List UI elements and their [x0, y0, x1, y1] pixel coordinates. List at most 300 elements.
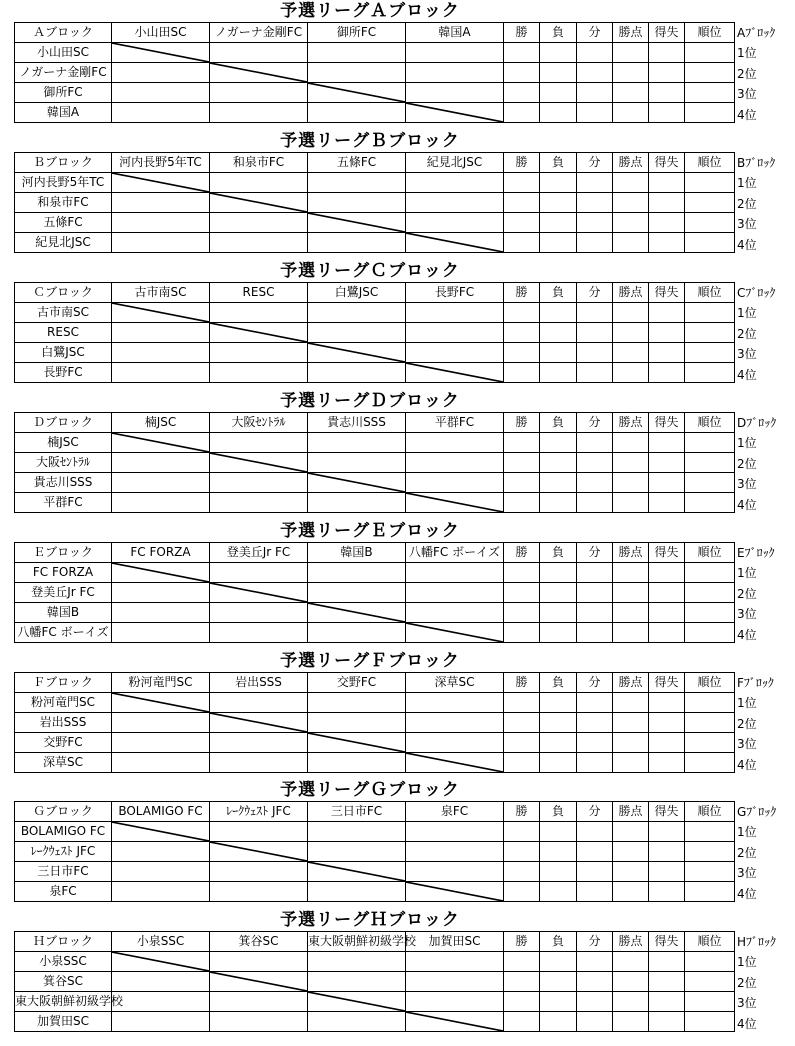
stat-cell: [540, 323, 577, 343]
team-row-name: 貴志川SSS: [15, 473, 112, 493]
team-row: [15, 63, 735, 83]
rank-label: 1位: [737, 306, 757, 321]
stat-cell: [577, 173, 613, 193]
stat-cell: [649, 882, 685, 902]
rank-label: 4位: [737, 757, 757, 772]
stat-cell: [685, 323, 735, 343]
stat-cell: [577, 83, 613, 103]
stat-cell: [540, 453, 577, 473]
self-match-cell: [406, 882, 504, 902]
team-column-header: 泉FC: [406, 802, 504, 822]
team-row-name: FC FORZA: [15, 563, 112, 583]
stat-cell: [685, 83, 735, 103]
team-row: [15, 603, 735, 623]
stat-cell: [685, 842, 735, 862]
stat-column-header: 負: [540, 673, 577, 693]
stat-cell: [504, 193, 540, 213]
team-row: [15, 1012, 735, 1032]
self-match-cell: [406, 493, 504, 513]
stat-column-header: 勝点: [613, 932, 649, 952]
match-result-cell: [406, 992, 504, 1012]
stat-column-header: 得失: [649, 23, 685, 43]
match-result-cell: [308, 43, 406, 63]
match-result-cell: [308, 583, 406, 603]
stat-cell: [685, 453, 735, 473]
match-result-cell: [406, 693, 504, 713]
stat-cell: [685, 623, 735, 643]
stat-column-header: 順位: [685, 153, 735, 173]
match-result-cell: [210, 473, 308, 493]
header-row: [15, 543, 735, 563]
match-result-cell: [406, 733, 504, 753]
stat-cell: [540, 363, 577, 383]
team-column-header: 加賀田SC: [406, 932, 504, 952]
rank-label: 3位: [737, 737, 757, 752]
team-column-header: ノガーナ金剛FC: [210, 23, 308, 43]
stat-column-header: 得失: [649, 932, 685, 952]
stat-cell: [685, 992, 735, 1012]
match-result-cell: [406, 343, 504, 363]
stat-cell: [613, 713, 649, 733]
match-result-cell: [308, 1012, 406, 1032]
rank-block-header: Eﾌﾞﾛｯｸ: [737, 546, 775, 560]
league-table: [14, 542, 735, 643]
stat-cell: [504, 992, 540, 1012]
team-column-header: 八幡FC ボーイズ: [406, 543, 504, 563]
stat-cell: [504, 733, 540, 753]
team-row-name: 粉河竜門SC: [15, 693, 112, 713]
stat-cell: [577, 363, 613, 383]
match-result-cell: [112, 453, 210, 473]
match-result-cell: [308, 303, 406, 323]
team-column-header: 粉河竜門SC: [112, 673, 210, 693]
block-title: 予選リーグＤブロック: [280, 391, 460, 411]
stat-cell: [649, 1012, 685, 1032]
stat-column-header: 勝点: [613, 802, 649, 822]
match-result-cell: [210, 822, 308, 842]
self-match-cell: [210, 842, 308, 862]
self-match-cell: [308, 473, 406, 493]
team-column-header: 岩出SSS: [210, 673, 308, 693]
stat-cell: [613, 623, 649, 643]
block-title: 予選リーグＦブロック: [280, 651, 460, 671]
team-row-name: 登美丘Jr FC: [15, 583, 112, 603]
team-column-header: 五條FC: [308, 153, 406, 173]
team-row: [15, 693, 735, 713]
stat-cell: [685, 213, 735, 233]
team-column-header: 長野FC: [406, 283, 504, 303]
stat-cell: [504, 583, 540, 603]
team-row: [15, 233, 735, 253]
match-result-cell: [406, 63, 504, 83]
stat-cell: [649, 972, 685, 992]
team-row-name: 三日市FC: [15, 862, 112, 882]
self-match-cell: [210, 63, 308, 83]
self-match-cell: [112, 952, 210, 972]
team-row-name: 小泉SSC: [15, 952, 112, 972]
stat-column-header: 負: [540, 283, 577, 303]
header-row: [15, 802, 735, 822]
block-d: [0, 390, 795, 521]
header-row: [15, 673, 735, 693]
rank-label: 4位: [737, 1016, 757, 1031]
stat-cell: [685, 952, 735, 972]
team-row: [15, 862, 735, 882]
stat-cell: [577, 753, 613, 773]
rank-label: 4位: [737, 237, 757, 252]
team-row: [15, 882, 735, 902]
stat-column-header: 順位: [685, 283, 735, 303]
team-row: [15, 193, 735, 213]
stat-column-header: 分: [577, 673, 613, 693]
self-match-cell: [406, 1012, 504, 1032]
stat-cell: [685, 733, 735, 753]
match-result-cell: [112, 213, 210, 233]
block-header-cell: Ｆブロック: [15, 673, 112, 693]
stat-cell: [649, 842, 685, 862]
stat-column-header: 順位: [685, 802, 735, 822]
rank-label: 1位: [737, 955, 757, 970]
match-result-cell: [112, 1012, 210, 1032]
match-result-cell: [112, 753, 210, 773]
stat-cell: [577, 1012, 613, 1032]
self-match-cell: [210, 193, 308, 213]
team-row-name: 東大阪朝鮮初級学校: [15, 992, 112, 1012]
match-result-cell: [112, 972, 210, 992]
team-row-name: 御所FC: [15, 83, 112, 103]
block-header-cell: Ｈブロック: [15, 932, 112, 952]
match-result-cell: [210, 952, 308, 972]
team-row: [15, 343, 735, 363]
team-column-header: 河内長野5年TC: [112, 153, 210, 173]
header-row: [15, 23, 735, 43]
match-result-cell: [112, 583, 210, 603]
stat-cell: [649, 563, 685, 583]
stat-cell: [504, 493, 540, 513]
stat-cell: [540, 473, 577, 493]
rank-label: 2位: [737, 845, 757, 860]
stat-cell: [540, 623, 577, 643]
stat-column-header: 負: [540, 413, 577, 433]
stat-column-header: 勝点: [613, 413, 649, 433]
rank-label: 4位: [737, 497, 757, 512]
stat-cell: [504, 103, 540, 123]
stat-cell: [540, 173, 577, 193]
match-result-cell: [112, 323, 210, 343]
match-result-cell: [406, 433, 504, 453]
team-row-name: 交野FC: [15, 733, 112, 753]
stat-cell: [577, 493, 613, 513]
stat-cell: [540, 103, 577, 123]
stat-cell: [504, 83, 540, 103]
match-result-cell: [308, 563, 406, 583]
team-row-name: 白鷺JSC: [15, 343, 112, 363]
block-e: [0, 520, 795, 651]
match-result-cell: [210, 862, 308, 882]
stat-column-header: 勝点: [613, 23, 649, 43]
stat-cell: [613, 842, 649, 862]
team-row-name: 八幡FC ボーイズ: [15, 623, 112, 643]
stat-cell: [504, 213, 540, 233]
match-result-cell: [112, 363, 210, 383]
stat-cell: [613, 43, 649, 63]
stat-cell: [504, 63, 540, 83]
match-result-cell: [210, 882, 308, 902]
stat-cell: [613, 583, 649, 603]
stat-cell: [504, 1012, 540, 1032]
stat-column-header: 勝: [504, 413, 540, 433]
league-table: [14, 801, 735, 902]
stat-column-header: 得失: [649, 283, 685, 303]
self-match-cell: [308, 83, 406, 103]
team-row-name: 韓国B: [15, 603, 112, 623]
stat-cell: [577, 972, 613, 992]
team-row-name: 紀見北JSC: [15, 233, 112, 253]
stat-cell: [649, 63, 685, 83]
rank-label: 2位: [737, 716, 757, 731]
match-result-cell: [406, 972, 504, 992]
match-result-cell: [112, 603, 210, 623]
stat-cell: [613, 63, 649, 83]
team-row-name: 大阪ｾﾝﾄﾗﾙ: [15, 453, 112, 473]
team-row-name: 韓国A: [15, 103, 112, 123]
stat-column-header: 負: [540, 802, 577, 822]
stat-cell: [504, 563, 540, 583]
rank-block-header: Cﾌﾞﾛｯｸ: [737, 286, 776, 300]
stat-cell: [613, 233, 649, 253]
rank-block-header: Fﾌﾞﾛｯｸ: [737, 676, 774, 690]
stat-cell: [577, 323, 613, 343]
team-column-header: 韓国A: [406, 23, 504, 43]
stat-cell: [577, 343, 613, 363]
team-row: [15, 583, 735, 603]
match-result-cell: [406, 173, 504, 193]
match-result-cell: [210, 623, 308, 643]
rank-label: 1位: [737, 696, 757, 711]
stat-column-header: 勝点: [613, 153, 649, 173]
match-result-cell: [210, 103, 308, 123]
rank-label: 1位: [737, 46, 757, 61]
rank-label: 3位: [737, 477, 757, 492]
block-g: [0, 779, 795, 910]
stat-cell: [649, 233, 685, 253]
self-match-cell: [112, 563, 210, 583]
match-result-cell: [112, 63, 210, 83]
league-table: [14, 22, 735, 123]
stat-cell: [613, 473, 649, 493]
stat-cell: [540, 43, 577, 63]
block-title: 予選リーグＢブロック: [280, 131, 460, 151]
stat-cell: [540, 733, 577, 753]
match-result-cell: [210, 83, 308, 103]
stat-column-header: 勝: [504, 543, 540, 563]
team-column-header: 小山田SC: [112, 23, 210, 43]
match-result-cell: [406, 213, 504, 233]
stat-column-header: 負: [540, 932, 577, 952]
match-result-cell: [210, 303, 308, 323]
match-result-cell: [308, 882, 406, 902]
rank-label: 3位: [737, 607, 757, 622]
match-result-cell: [210, 992, 308, 1012]
match-result-cell: [112, 842, 210, 862]
rank-label: 2位: [737, 66, 757, 81]
stat-cell: [540, 822, 577, 842]
stat-cell: [685, 43, 735, 63]
stat-cell: [685, 193, 735, 213]
block-header-cell: Ｅブロック: [15, 543, 112, 563]
match-result-cell: [210, 603, 308, 623]
stat-cell: [577, 563, 613, 583]
stat-cell: [613, 603, 649, 623]
stat-cell: [649, 43, 685, 63]
self-match-cell: [112, 433, 210, 453]
team-column-header: 三日市FC: [308, 802, 406, 822]
self-match-cell: [210, 583, 308, 603]
self-match-cell: [406, 233, 504, 253]
match-result-cell: [406, 473, 504, 493]
team-column-header: FC FORZA: [112, 543, 210, 563]
stat-cell: [540, 603, 577, 623]
stat-column-header: 負: [540, 153, 577, 173]
stat-cell: [577, 213, 613, 233]
stat-cell: [504, 822, 540, 842]
rank-label: 3位: [737, 87, 757, 102]
match-result-cell: [308, 822, 406, 842]
team-column-header: 深草SC: [406, 673, 504, 693]
self-match-cell: [210, 713, 308, 733]
stat-cell: [577, 842, 613, 862]
match-result-cell: [308, 323, 406, 343]
stat-column-header: 負: [540, 23, 577, 43]
stat-cell: [649, 992, 685, 1012]
rank-label: 2位: [737, 975, 757, 990]
team-row-name: BOLAMIGO FC: [15, 822, 112, 842]
stat-cell: [613, 693, 649, 713]
self-match-cell: [406, 363, 504, 383]
stat-cell: [649, 822, 685, 842]
match-result-cell: [406, 583, 504, 603]
stat-cell: [613, 323, 649, 343]
stat-cell: [649, 213, 685, 233]
team-column-header: 交野FC: [308, 673, 406, 693]
team-row: [15, 173, 735, 193]
stat-cell: [504, 603, 540, 623]
team-row: [15, 303, 735, 323]
stat-column-header: 勝: [504, 153, 540, 173]
match-result-cell: [308, 972, 406, 992]
stat-cell: [613, 753, 649, 773]
rank-label: 4位: [737, 627, 757, 642]
team-column-header: BOLAMIGO FC: [112, 802, 210, 822]
rank-labels: [737, 283, 795, 385]
stat-cell: [649, 733, 685, 753]
stat-column-header: 得失: [649, 802, 685, 822]
self-match-cell: [210, 972, 308, 992]
stat-cell: [504, 972, 540, 992]
stat-cell: [685, 343, 735, 363]
stat-cell: [540, 713, 577, 733]
rank-label: 4位: [737, 886, 757, 901]
stat-column-header: 順位: [685, 932, 735, 952]
team-row: [15, 493, 735, 513]
stat-cell: [577, 583, 613, 603]
match-result-cell: [308, 233, 406, 253]
stat-column-header: 分: [577, 802, 613, 822]
block-header-cell: Ｂブロック: [15, 153, 112, 173]
block-title: 予選リーグＧブロック: [280, 780, 460, 800]
team-row: [15, 213, 735, 233]
stat-column-header: 勝: [504, 23, 540, 43]
stat-cell: [540, 303, 577, 323]
stat-cell: [577, 193, 613, 213]
match-result-cell: [112, 473, 210, 493]
match-result-cell: [308, 103, 406, 123]
match-result-cell: [210, 1012, 308, 1032]
block-f: [0, 650, 795, 781]
team-row-name: ノガーナ金剛FC: [15, 63, 112, 83]
team-row-name: 岩出SSS: [15, 713, 112, 733]
team-column-header: 平群FC: [406, 413, 504, 433]
stat-cell: [613, 193, 649, 213]
rank-labels: [737, 673, 795, 775]
stat-cell: [504, 882, 540, 902]
match-result-cell: [308, 363, 406, 383]
match-result-cell: [406, 603, 504, 623]
rank-labels: [737, 23, 795, 125]
stat-cell: [685, 583, 735, 603]
rank-label: 3位: [737, 996, 757, 1011]
stat-column-header: 順位: [685, 413, 735, 433]
stat-cell: [649, 583, 685, 603]
stat-cell: [613, 213, 649, 233]
stat-cell: [649, 753, 685, 773]
rank-label: 3位: [737, 347, 757, 362]
team-column-header: 貴志川SSS: [308, 413, 406, 433]
stat-cell: [685, 882, 735, 902]
stat-cell: [540, 343, 577, 363]
stat-cell: [649, 173, 685, 193]
stat-column-header: 分: [577, 413, 613, 433]
stat-cell: [613, 363, 649, 383]
self-match-cell: [406, 103, 504, 123]
team-row: [15, 43, 735, 63]
stat-cell: [685, 822, 735, 842]
stat-column-header: 勝: [504, 802, 540, 822]
stat-column-header: 順位: [685, 23, 735, 43]
block-header-cell: Ｇブロック: [15, 802, 112, 822]
team-column-header: 大阪ｾﾝﾄﾗﾙ: [210, 413, 308, 433]
match-result-cell: [210, 563, 308, 583]
stat-cell: [504, 433, 540, 453]
match-result-cell: [406, 323, 504, 343]
team-row: [15, 952, 735, 972]
stat-cell: [649, 713, 685, 733]
stat-cell: [577, 603, 613, 623]
stat-cell: [504, 862, 540, 882]
team-row-name: 深草SC: [15, 753, 112, 773]
match-result-cell: [210, 363, 308, 383]
stat-cell: [613, 992, 649, 1012]
match-result-cell: [308, 493, 406, 513]
match-result-cell: [406, 453, 504, 473]
stat-cell: [540, 1012, 577, 1032]
stat-cell: [649, 493, 685, 513]
rank-label: 1位: [737, 176, 757, 191]
stat-cell: [577, 453, 613, 473]
stat-cell: [613, 822, 649, 842]
team-row-name: RESC: [15, 323, 112, 343]
team-row-name: 五條FC: [15, 213, 112, 233]
